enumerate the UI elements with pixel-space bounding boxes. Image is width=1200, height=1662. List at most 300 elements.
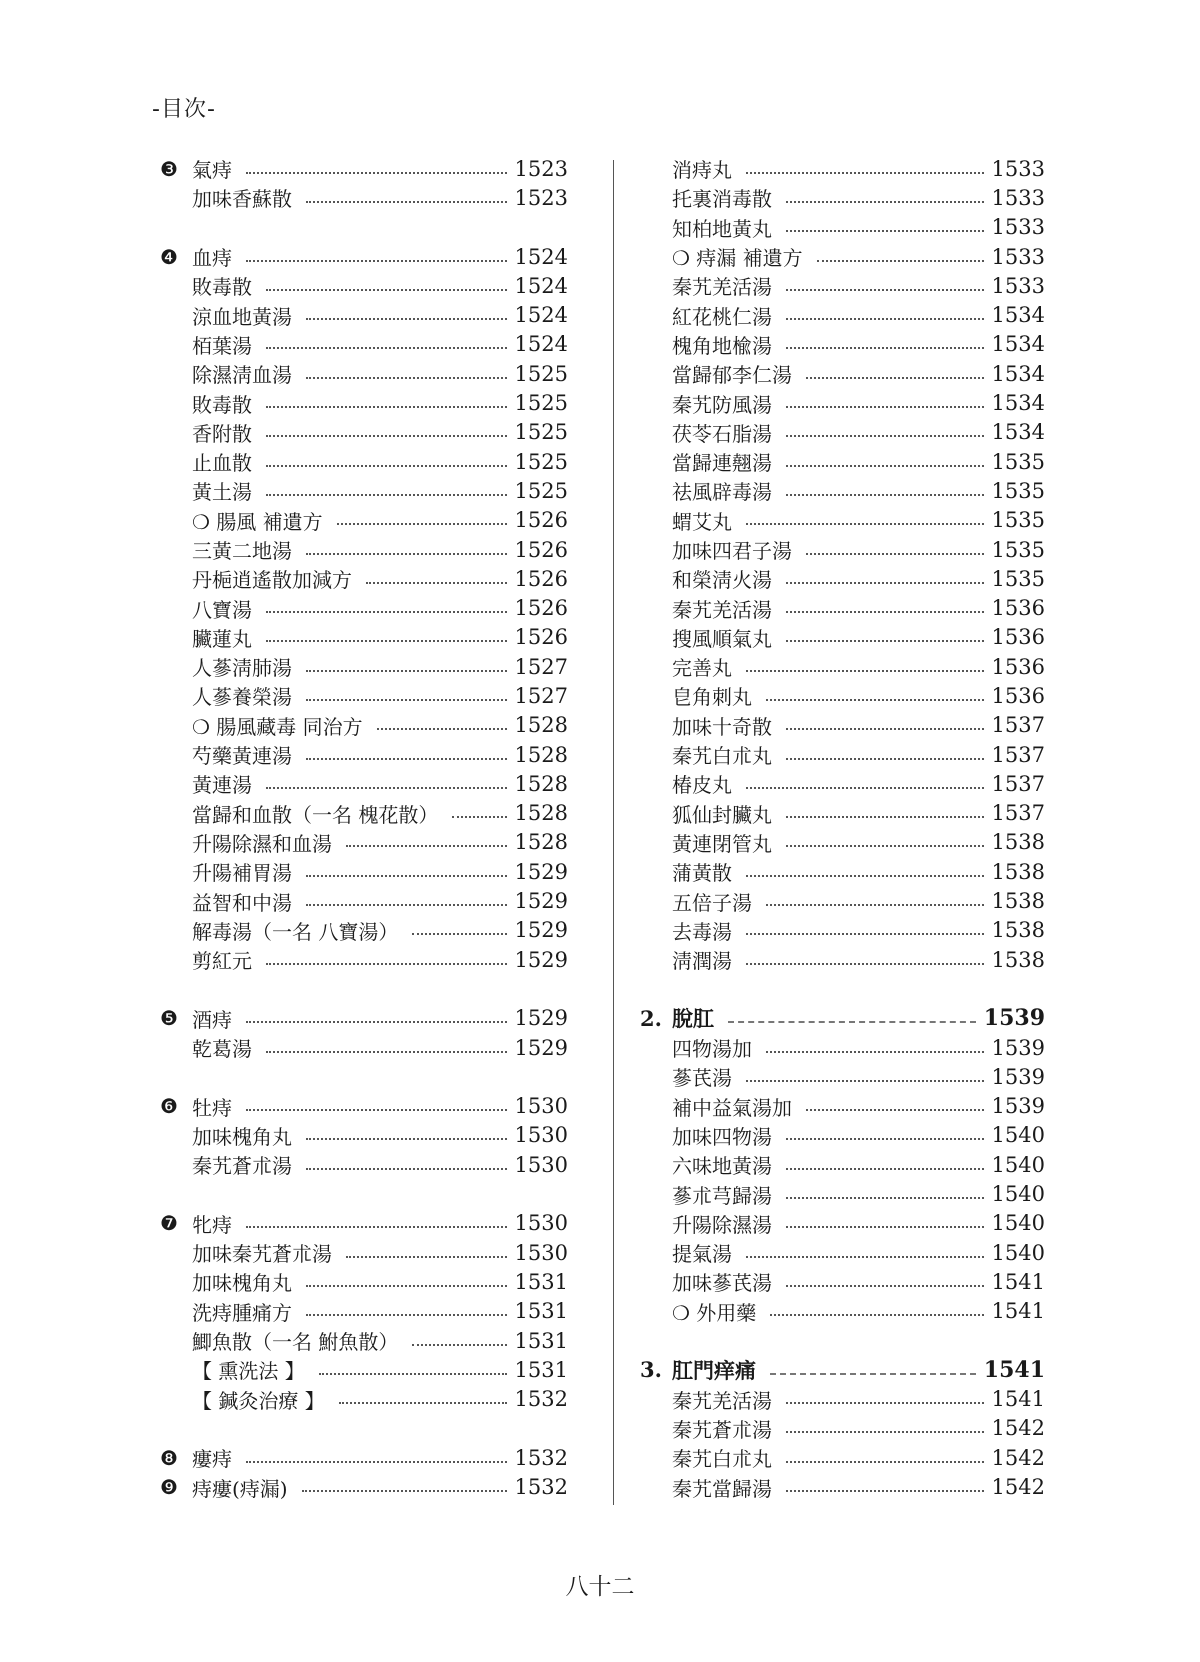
entry-title: 補中益氣湯加 [672, 1095, 792, 1120]
dot-leader [806, 375, 984, 379]
dot-leader [306, 668, 507, 672]
toc-entry[interactable] [160, 945, 568, 974]
circled-number-icon: ❸ [160, 156, 178, 181]
entry-title: 去毒湯 [672, 919, 732, 944]
entry-title: 秦艽羌活湯 [672, 597, 772, 622]
entry-page-number: 1530 [514, 1152, 568, 1177]
toc-entry[interactable] [160, 1092, 568, 1121]
toc-entry[interactable] [640, 711, 1045, 740]
toc-entry[interactable] [160, 506, 568, 535]
entry-title: 氣痔 [192, 158, 232, 183]
toc-entry[interactable] [160, 1209, 568, 1238]
dot-leader [786, 492, 984, 496]
entry-title: 加味秦艽蒼朮湯 [192, 1242, 332, 1267]
dot-leader [266, 287, 507, 291]
entry-page-number: 1534 [991, 391, 1045, 416]
entry-page-number: 1525 [514, 449, 568, 474]
dot-leader [786, 756, 984, 760]
entry-title: 茯苓石脂湯 [672, 421, 772, 446]
entry-page-number: 1534 [991, 303, 1045, 328]
dot-leader [786, 228, 984, 232]
toc-entry[interactable] [160, 1033, 568, 1062]
entry-title: 痔瘻(痔漏) [192, 1476, 288, 1501]
entry-title: 知柏地黃丸 [672, 216, 772, 241]
entry-page-number: 1541 [983, 1356, 1045, 1383]
entry-title: 皀角刺丸 [672, 685, 752, 710]
entry-title: 蔘朮芎歸湯 [672, 1183, 772, 1208]
entry-page-number: 1541 [991, 1269, 1045, 1294]
dot-leader [266, 609, 507, 613]
column-divider [613, 160, 614, 1505]
entry-page-number: 1531 [514, 1328, 568, 1353]
entry-page-number: 1528 [514, 713, 568, 738]
toc-entry[interactable] [640, 623, 1045, 652]
entry-title: 加味十奇散 [672, 714, 772, 739]
toc-entry[interactable] [160, 886, 568, 915]
entry-title: 秦艽白朮丸 [672, 1447, 772, 1472]
dot-leader [246, 1107, 507, 1111]
dot-leader [786, 199, 984, 203]
entry-page-number: 1538 [991, 859, 1045, 884]
toc-entry[interactable] [640, 593, 1045, 622]
entry-page-number: 1537 [991, 771, 1045, 796]
toc-entry[interactable] [160, 1121, 568, 1150]
dot-leader [266, 961, 507, 965]
toc-entry[interactable] [640, 886, 1045, 915]
dot-leader [786, 1224, 984, 1228]
entry-title: 栢葉湯 [192, 333, 252, 358]
entry-page-number: 1531 [514, 1357, 568, 1382]
circled-number-icon: ❼ [160, 1211, 178, 1236]
entry-title: 蔘芪湯 [672, 1066, 732, 1091]
entry-page-number: 1526 [514, 625, 568, 650]
toc-entry[interactable] [160, 799, 568, 828]
toc-entry[interactable] [640, 564, 1045, 593]
entry-page-number: 1529 [514, 1035, 568, 1060]
entry-title: 消痔丸 [672, 158, 732, 183]
toc-entry[interactable] [160, 359, 568, 388]
entry-page-number: 1532 [514, 1387, 568, 1412]
dot-leader [786, 609, 984, 613]
toc-entry[interactable] [160, 593, 568, 622]
entry-title: 提氣湯 [672, 1242, 732, 1267]
dot-leader [786, 726, 984, 730]
entry-title: 【 熏洗法 】 [192, 1359, 305, 1384]
dot-leader [786, 433, 984, 437]
toc-entry[interactable] [160, 1238, 568, 1267]
dot-leader [746, 961, 984, 965]
toc-entry[interactable] [160, 300, 568, 329]
entry-title: 六味地黃湯 [672, 1154, 772, 1179]
entry-title: 搜風順氣丸 [672, 626, 772, 651]
entry-page-number: 1537 [991, 801, 1045, 826]
dot-leader [786, 1166, 984, 1170]
toc-entry[interactable] [640, 1121, 1045, 1150]
entry-title: 血痔 [192, 246, 232, 271]
entry-page-number: 1524 [514, 273, 568, 298]
toc-entry[interactable] [160, 154, 568, 183]
toc-entry[interactable] [160, 1267, 568, 1296]
dot-leader [746, 521, 984, 525]
dot-leader [746, 170, 984, 174]
entry-title: 椿皮丸 [672, 773, 732, 798]
dot-leader [746, 1078, 984, 1082]
entry-title: 加味四物湯 [672, 1124, 772, 1149]
toc-entry[interactable] [640, 681, 1045, 710]
toc-entry[interactable] [640, 799, 1045, 828]
entry-title: 完善丸 [672, 656, 732, 681]
toc-entry[interactable] [160, 564, 568, 593]
entry-title: 三黃二地湯 [192, 539, 292, 563]
entry-page-number: 1532 [514, 1475, 568, 1499]
toc-entry[interactable] [640, 1414, 1045, 1443]
dot-leader [786, 316, 984, 320]
entry-page-number: 1536 [991, 683, 1045, 708]
toc-entry[interactable] [640, 1062, 1045, 1091]
entry-title: 涼血地黃湯 [192, 304, 292, 329]
toc-entry[interactable] [640, 1443, 1045, 1472]
dot-leader [786, 287, 984, 291]
toc-entry[interactable] [160, 711, 568, 740]
dot-leader [339, 1400, 507, 1404]
toc-entry[interactable] [640, 828, 1045, 857]
entry-title: 五倍子湯 [672, 890, 752, 915]
toc-entry[interactable] [160, 1150, 568, 1179]
toc-entry[interactable] [160, 916, 568, 945]
entry-title: 當歸和血散（一名 槐花散） [192, 802, 439, 827]
toc-entry[interactable] [640, 154, 1045, 183]
entry-page-number: 1529 [514, 859, 568, 884]
toc-entry[interactable] [160, 1384, 568, 1413]
entry-title: 牝痔 [192, 1212, 232, 1237]
entry-title: 八寶湯 [192, 597, 252, 622]
toc-section-heading[interactable] [640, 1355, 1045, 1384]
dot-leader [302, 1488, 507, 1492]
dot-leader [246, 258, 507, 262]
dot-leader [746, 785, 984, 789]
entry-page-number: 1539 [983, 1005, 1045, 1032]
toc-entry[interactable] [160, 828, 568, 857]
entry-title: 臟蓮丸 [192, 626, 252, 651]
entry-page-number: 1538 [991, 889, 1045, 914]
entry-title: 解毒湯（一名 八寶湯） [192, 919, 399, 944]
entry-title: 紅花桃仁湯 [672, 304, 772, 329]
entry-page-number: 1536 [991, 654, 1045, 679]
dot-leader [306, 375, 507, 379]
entry-page-number: 1539 [991, 1064, 1045, 1089]
toc-entry[interactable] [160, 330, 568, 359]
entry-title: ❍ 痔漏 補遺方 [672, 246, 803, 271]
toc-entry[interactable] [160, 652, 568, 681]
dot-leader [246, 1224, 507, 1228]
dot-leader [412, 1342, 506, 1346]
dot-leader [746, 1254, 984, 1258]
dot-leader [786, 1488, 984, 1492]
toc-right-column [640, 154, 1045, 1502]
entry-title: 蒲黃散 [672, 861, 732, 886]
dot-leader [786, 638, 984, 642]
entry-page-number: 1523 [514, 185, 568, 210]
toc-entry[interactable] [640, 330, 1045, 359]
entry-page-number: 1530 [514, 1094, 568, 1119]
entry-title: 當歸連翹湯 [672, 451, 772, 476]
toc-entry[interactable] [640, 388, 1045, 417]
toc-entry[interactable] [640, 183, 1045, 212]
toc-entry[interactable] [640, 1472, 1045, 1501]
toc-entry[interactable] [640, 213, 1045, 242]
entry-page-number: 1534 [991, 332, 1045, 357]
dot-leader [346, 1254, 507, 1258]
entry-page-number: 1526 [514, 566, 568, 591]
entry-page-number: 1537 [991, 713, 1045, 738]
entry-page-number: 1531 [514, 1299, 568, 1324]
section-gap [160, 974, 568, 1003]
entry-title: 鯽魚散（一名 鮒魚散） [192, 1330, 399, 1355]
entry-title: 敗毒散 [192, 392, 252, 417]
toc-entry[interactable] [640, 300, 1045, 329]
toc-entry[interactable] [640, 916, 1045, 945]
entry-title: ❍ 外用藥 [672, 1300, 757, 1325]
entry-title: 酒痔 [192, 1007, 232, 1032]
entry-page-number: 1536 [991, 596, 1045, 621]
entry-title: 牡痔 [192, 1095, 232, 1120]
dot-leader [786, 345, 984, 349]
toc-entry[interactable] [640, 271, 1045, 300]
entry-title: 洗痔腫痛方 [192, 1300, 292, 1325]
entry-page-number: 1540 [991, 1211, 1045, 1236]
entry-page-number: 1541 [991, 1387, 1045, 1412]
toc-entry[interactable] [640, 447, 1045, 476]
toc-entry[interactable] [160, 1472, 568, 1501]
entry-title: 槐角地楡湯 [672, 333, 772, 358]
dot-leader [306, 551, 507, 555]
entry-title: 祛風辟毒湯 [672, 480, 772, 505]
dot-leader [266, 433, 507, 437]
toc-entry[interactable] [160, 271, 568, 300]
entry-title: 秦艽防風湯 [672, 392, 772, 417]
toc-entry[interactable] [160, 623, 568, 652]
toc-entry[interactable] [640, 1384, 1045, 1413]
entry-page-number: 1542 [991, 1445, 1045, 1470]
dot-leader [786, 814, 984, 818]
dot-leader [746, 931, 984, 935]
toc-section-heading[interactable] [640, 1004, 1045, 1033]
dot-leader [766, 902, 984, 906]
entry-page-number: 1535 [991, 537, 1045, 562]
dot-leader [806, 1107, 984, 1111]
dot-leader [786, 1459, 984, 1463]
dot-leader [346, 843, 507, 847]
circled-number-icon: ❽ [160, 1445, 178, 1470]
entry-title: 丹梔逍遙散加減方 [192, 568, 352, 593]
entry-page-number: 1538 [991, 918, 1045, 943]
entry-page-number: 1537 [991, 742, 1045, 767]
entry-title: 加味蔘芪湯 [672, 1271, 772, 1296]
entry-title: 人蔘淸肺湯 [192, 656, 292, 681]
toc-entry[interactable] [160, 740, 568, 769]
entry-title: 【 鍼灸治療 】 [192, 1388, 325, 1413]
dot-leader [319, 1371, 507, 1375]
entry-page-number: 1541 [991, 1299, 1045, 1324]
circled-number-icon: ❻ [160, 1094, 178, 1119]
toc-entry[interactable] [640, 1267, 1045, 1296]
toc-entry[interactable] [160, 1355, 568, 1384]
entry-title: 芍藥黃連湯 [192, 744, 292, 769]
toc-entry[interactable] [640, 1209, 1045, 1238]
entry-page-number: 1535 [991, 508, 1045, 533]
dot-leader [266, 785, 507, 789]
dot-leader [766, 697, 984, 701]
toc-entry[interactable] [160, 857, 568, 886]
section-gap [160, 213, 568, 242]
dot-leader [786, 1136, 984, 1140]
toc-entry[interactable] [160, 242, 568, 271]
entry-title: 當歸郁李仁湯 [672, 363, 792, 388]
toc-entry[interactable] [160, 1443, 568, 1472]
entry-title: 秦艽蒼朮湯 [672, 1417, 772, 1442]
page-number: 八十二 [565, 1574, 635, 1600]
toc-entry[interactable] [160, 183, 568, 212]
dot-leader [452, 814, 506, 818]
entry-page-number: 1534 [991, 361, 1045, 386]
entry-title: 淸潤湯 [672, 949, 732, 974]
entry-page-number: 1531 [514, 1269, 568, 1294]
section-number: 3. [640, 1357, 662, 1383]
toc-entry[interactable] [640, 1092, 1045, 1121]
entry-page-number: 1535 [991, 566, 1045, 591]
entry-title: 秦艽蒼朮湯 [192, 1154, 292, 1179]
toc-entry[interactable] [640, 945, 1045, 974]
dot-leader [306, 697, 507, 701]
toc-entry[interactable] [160, 418, 568, 447]
page-header: -目次- [152, 97, 216, 122]
toc-entry[interactable] [160, 447, 568, 476]
entry-page-number: 1540 [991, 1240, 1045, 1265]
entry-page-number: 1538 [991, 830, 1045, 855]
toc-entry[interactable] [160, 388, 568, 417]
dot-leader [786, 463, 984, 467]
entry-page-number: 1527 [514, 683, 568, 708]
entry-page-number: 1529 [514, 1006, 568, 1031]
entry-page-number: 1542 [991, 1416, 1045, 1441]
dot-leader [306, 756, 507, 760]
toc-entry[interactable] [160, 476, 568, 505]
entry-page-number: 1533 [991, 215, 1045, 240]
entry-title: 升陽除濕和血湯 [192, 831, 332, 856]
dot-leader [377, 726, 507, 730]
entry-page-number: 1526 [514, 508, 568, 533]
dot-leader [786, 1400, 984, 1404]
toc-entry[interactable] [640, 1297, 1045, 1326]
dot-leader [770, 1312, 983, 1316]
toc-entry[interactable] [640, 242, 1045, 271]
toc-entry[interactable] [640, 535, 1045, 564]
entry-title: 秦艽當歸湯 [672, 1476, 772, 1501]
entry-page-number: 1528 [514, 771, 568, 796]
toc-entry[interactable] [160, 769, 568, 798]
entry-page-number: 1533 [991, 185, 1045, 210]
toc-entry[interactable] [160, 1297, 568, 1326]
toc-entry[interactable] [640, 1238, 1045, 1267]
entry-page-number: 1529 [514, 918, 568, 943]
entry-page-number: 1535 [991, 449, 1045, 474]
entry-title: 乾葛湯 [192, 1037, 252, 1062]
entry-title: 秦艽羌活湯 [672, 275, 772, 300]
entry-page-number: 1530 [514, 1240, 568, 1265]
dot-leader [806, 551, 984, 555]
toc-entry[interactable] [640, 740, 1045, 769]
dot-leader [306, 1136, 507, 1140]
entry-title: 香附散 [192, 421, 252, 446]
entry-page-number: 1530 [514, 1123, 568, 1148]
dot-leader [266, 404, 507, 408]
entry-page-number: 1525 [514, 420, 568, 445]
entry-page-number: 1540 [991, 1182, 1045, 1207]
section-gap [160, 1414, 568, 1443]
toc-entry[interactable] [640, 1179, 1045, 1208]
entry-title: 瘻痔 [192, 1447, 232, 1472]
dot-leader [786, 1283, 984, 1287]
entry-page-number: 1540 [991, 1123, 1045, 1148]
circled-number-icon: ❺ [160, 1006, 178, 1031]
entry-title: 敗毒散 [192, 275, 252, 300]
entry-page-number: 1539 [991, 1094, 1045, 1119]
entry-page-number: 1534 [991, 420, 1045, 445]
entry-title: 四物湯加 [672, 1037, 752, 1062]
toc-entry[interactable] [640, 359, 1045, 388]
dot-leader [246, 1019, 507, 1023]
entry-title: ❍ 腸風 補遺方 [192, 509, 323, 534]
dot-leader [306, 1283, 507, 1287]
circled-number-icon: ❹ [160, 244, 178, 269]
section-gap [160, 1179, 568, 1208]
entry-title: 加味香蘇散 [192, 187, 292, 212]
toc-entry[interactable] [640, 769, 1045, 798]
dot-leader [306, 316, 507, 320]
entry-page-number: 1526 [514, 537, 568, 562]
toc-entry[interactable] [160, 681, 568, 710]
toc-entry[interactable] [160, 1326, 568, 1355]
toc-entry[interactable] [640, 1150, 1045, 1179]
entry-page-number: 1528 [514, 801, 568, 826]
toc-entry[interactable] [640, 418, 1045, 447]
toc-entry[interactable] [640, 476, 1045, 505]
entry-page-number: 1528 [514, 830, 568, 855]
toc-entry[interactable] [640, 506, 1045, 535]
toc-entry[interactable] [640, 1033, 1045, 1062]
entry-title: 黃土湯 [192, 480, 252, 505]
toc-entry[interactable] [640, 652, 1045, 681]
circled-number-icon: ❾ [160, 1475, 178, 1499]
entry-title: 肛門痒痛 [672, 1357, 756, 1383]
toc-entry[interactable] [640, 857, 1045, 886]
dot-leader [728, 1019, 976, 1023]
section-gap [640, 1326, 1045, 1355]
toc-entry[interactable] [160, 1004, 568, 1033]
entry-page-number: 1533 [991, 156, 1045, 181]
dot-leader [306, 902, 507, 906]
entry-title: ❍ 腸風藏毒 同治方 [192, 714, 363, 739]
entry-title: 加味四君子湯 [672, 539, 792, 563]
dot-leader [266, 638, 507, 642]
toc-entry[interactable] [160, 535, 568, 564]
entry-page-number: 1523 [514, 156, 568, 181]
section-gap [160, 1062, 568, 1091]
dot-leader [246, 1459, 507, 1463]
dot-leader [412, 931, 506, 935]
dot-leader [337, 521, 507, 525]
entry-page-number: 1535 [991, 478, 1045, 503]
